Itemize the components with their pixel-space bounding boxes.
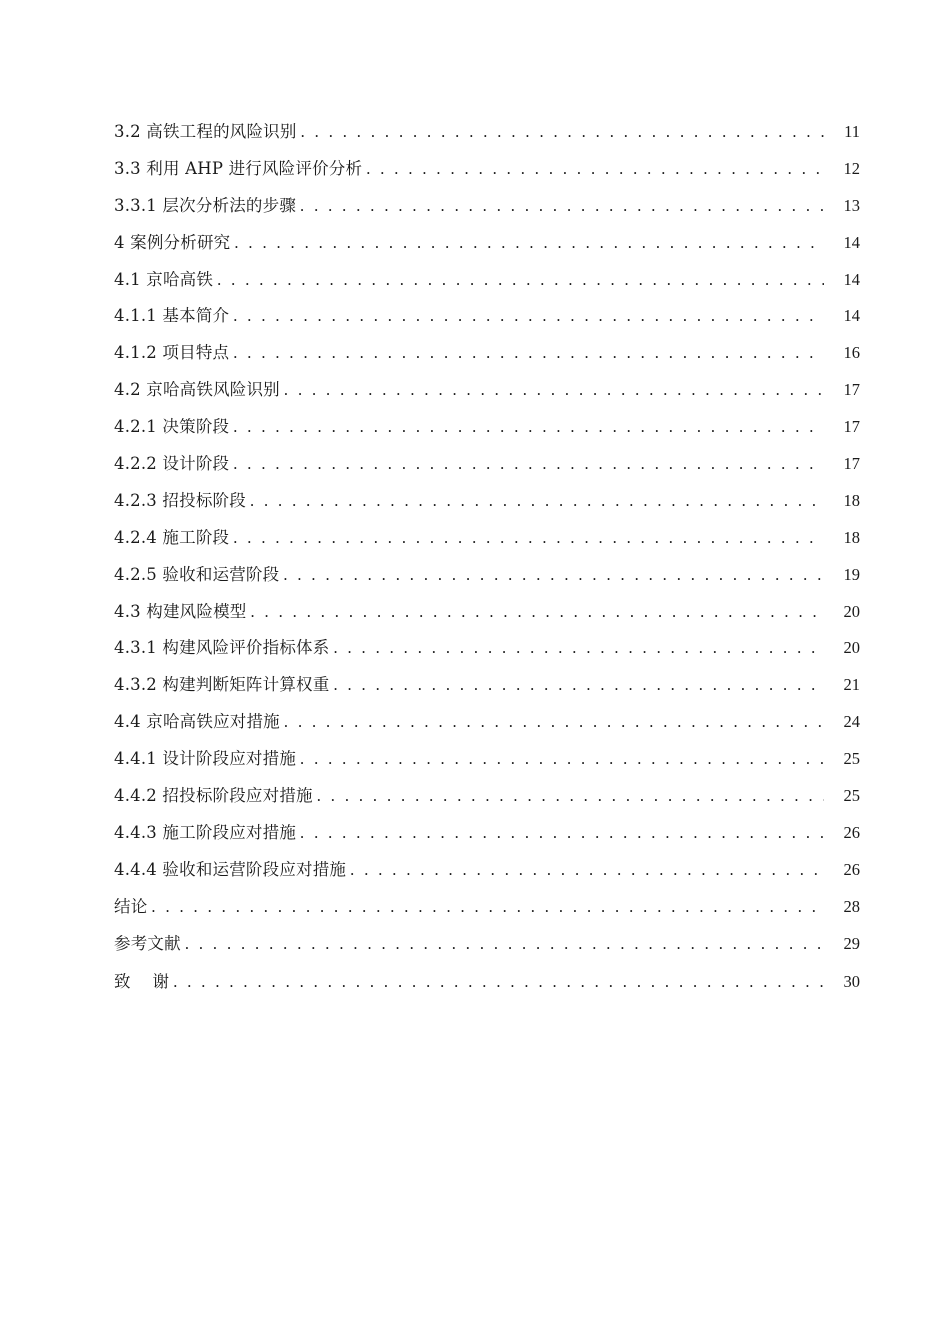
toc-page-number: 14 [843, 269, 860, 289]
toc-entry[interactable] [114, 704, 860, 741]
table-of-contents [114, 114, 860, 1001]
toc-page-number: 25 [843, 786, 860, 806]
toc-page-number: 26 [843, 859, 860, 879]
toc-dot-leader [173, 964, 824, 1001]
toc-page-number: 17 [843, 454, 860, 474]
toc-entry-title: 4.4.3 施工阶段应对措施 [114, 822, 297, 842]
toc-entry-title: 4.4.4 验收和运营阶段应对措施 [114, 859, 347, 879]
toc-entry[interactable] [114, 335, 860, 372]
toc-entry-title: 4.4 京哈高铁应对措施 [114, 712, 280, 732]
toc-dot-leader [333, 630, 824, 667]
toc-entry[interactable] [114, 520, 860, 557]
toc-entry[interactable] [114, 667, 860, 704]
toc-entry[interactable] [114, 557, 860, 594]
toc-dot-leader [350, 852, 824, 889]
toc-entry[interactable] [114, 964, 860, 1001]
toc-entry-title: 4.2.1 决策阶段 [114, 417, 230, 437]
toc-dot-leader [233, 335, 824, 372]
toc-page-number: 18 [843, 490, 860, 510]
toc-entry[interactable] [114, 298, 860, 335]
toc-entry[interactable] [114, 372, 860, 409]
toc-entry[interactable] [114, 852, 860, 889]
toc-entry[interactable] [114, 594, 860, 631]
toc-dot-leader [284, 704, 824, 741]
toc-entry[interactable] [114, 815, 860, 852]
toc-entry[interactable] [114, 741, 860, 778]
toc-entry-title: 4.2.3 招投标阶段 [114, 490, 246, 510]
toc-entry[interactable] [114, 114, 860, 151]
toc-page-number: 21 [843, 675, 860, 695]
toc-page-number: 25 [843, 749, 860, 769]
toc-dot-leader [366, 151, 824, 188]
toc-page-number: 28 [843, 896, 860, 916]
toc-page-number: 20 [843, 638, 860, 658]
toc-entry-title: 4.2 京哈高铁风险识别 [114, 380, 280, 400]
toc-page-number: 12 [843, 158, 860, 178]
toc-entry-title: 4.3 构建风险模型 [114, 601, 247, 621]
toc-page-number: 20 [843, 601, 860, 621]
toc-page-number: 26 [843, 822, 860, 842]
toc-entry-title: 4 案例分析研究 [114, 232, 231, 252]
toc-entry[interactable] [114, 409, 860, 446]
toc-dot-leader [233, 409, 824, 446]
toc-dot-leader [300, 741, 824, 778]
toc-entry-title: 4.4.1 设计阶段应对措施 [114, 749, 297, 769]
toc-page-number: 16 [843, 343, 860, 363]
toc-dot-leader [151, 889, 824, 926]
toc-entry[interactable] [114, 483, 860, 520]
toc-entry-title: 3.3 利用 AHP 进行风险评价分析 [114, 158, 363, 178]
toc-entry-title: 4.4.2 招投标阶段应对措施 [114, 786, 313, 806]
toc-entry[interactable] [114, 225, 860, 262]
toc-dot-leader [301, 114, 824, 151]
toc-page-number: 18 [843, 527, 860, 547]
toc-entry[interactable] [114, 446, 860, 483]
toc-page-number: 14 [843, 232, 860, 252]
toc-page-number: 30 [843, 972, 860, 992]
toc-dot-leader [284, 372, 824, 409]
toc-dot-leader [233, 298, 824, 335]
toc-entry[interactable] [114, 151, 860, 188]
toc-entry[interactable] [114, 889, 860, 926]
toc-dot-leader [283, 557, 824, 594]
toc-entry-title: 4.1 京哈高铁 [114, 269, 214, 289]
toc-dot-leader [317, 778, 824, 815]
toc-entry[interactable] [114, 630, 860, 667]
toc-entry[interactable] [114, 262, 860, 299]
toc-dot-leader [233, 446, 824, 483]
toc-dot-leader [233, 520, 824, 557]
toc-entry-title: 4.1.2 项目特点 [114, 343, 230, 363]
toc-page-number: 24 [843, 712, 860, 732]
toc-dot-leader [185, 926, 824, 963]
toc-dot-leader [250, 483, 824, 520]
toc-entry-title: 3.2 高铁工程的风险识别 [114, 122, 297, 141]
toc-dot-leader [333, 667, 824, 704]
toc-page-number: 29 [843, 933, 860, 953]
toc-entry[interactable] [114, 188, 860, 225]
toc-entry-title: 4.2.2 设计阶段 [114, 454, 230, 474]
toc-dot-leader [300, 815, 824, 852]
toc-entry-title: 结论 [114, 896, 148, 916]
toc-entry[interactable] [114, 778, 860, 815]
toc-page-number: 17 [843, 417, 860, 437]
toc-page-number: 11 [844, 122, 860, 141]
toc-entry-title: 4.1.1 基本简介 [114, 306, 230, 326]
toc-entry[interactable] [114, 926, 860, 963]
toc-dot-leader [251, 594, 825, 631]
toc-entry-title: 4.2.4 施工阶段 [114, 527, 230, 547]
toc-page-number: 13 [843, 195, 860, 215]
toc-dot-leader [217, 262, 824, 299]
toc-dot-leader [300, 188, 824, 225]
toc-entry-title: 3.3.1 层次分析法的步骤 [114, 195, 297, 215]
toc-page-number: 17 [843, 380, 860, 400]
toc-entry-title: 参考文献 [114, 933, 181, 953]
toc-page-number: 19 [843, 564, 860, 584]
toc-entry-title: 4.3.1 构建风险评价指标体系 [114, 638, 330, 658]
toc-entry-title: 致 谢 [114, 972, 170, 992]
toc-entry-title: 4.3.2 构建判断矩阵计算权重 [114, 675, 330, 695]
toc-page-number: 14 [843, 306, 860, 326]
toc-dot-leader [234, 225, 824, 262]
toc-entry-title: 4.2.5 验收和运营阶段 [114, 564, 280, 584]
